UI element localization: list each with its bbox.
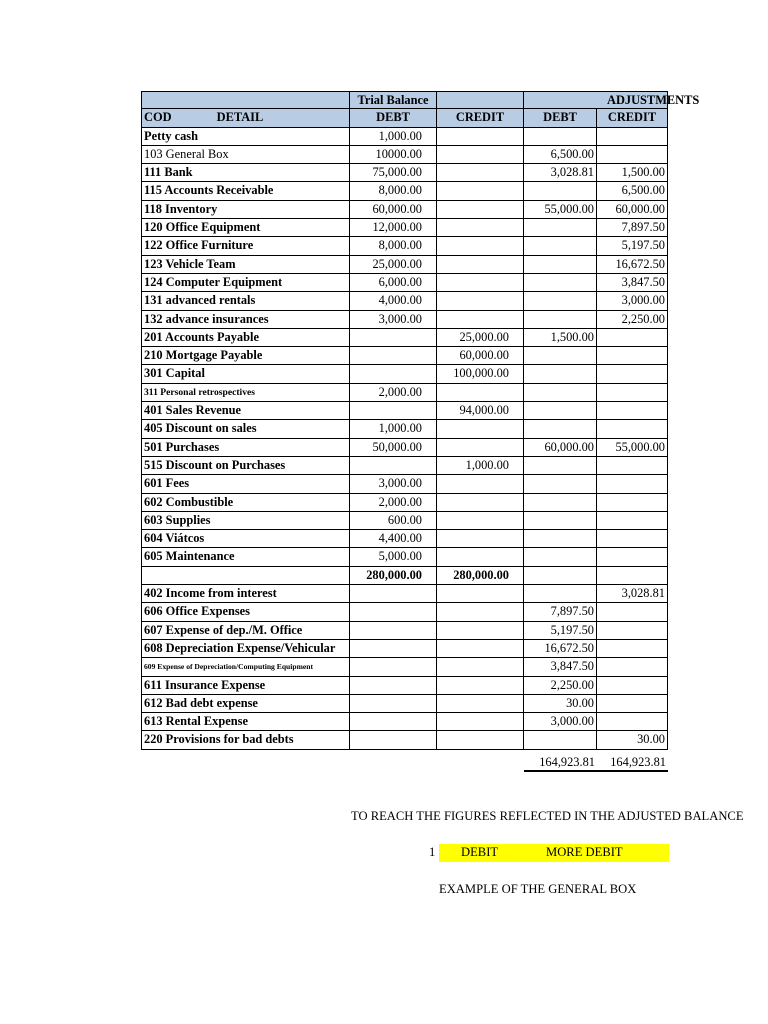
tb-credit-value <box>437 530 524 548</box>
account-detail: 604 Viátcos <box>141 530 350 548</box>
tb-credit-value: 25,000.00 <box>437 329 524 347</box>
adj-credit-value <box>597 622 668 640</box>
tb-debt-value: 8,000.00 <box>350 237 437 255</box>
column-header-detail: DETAIL <box>216 110 264 125</box>
account-detail <box>141 567 350 585</box>
adj-debt-value <box>524 530 597 548</box>
tb-debt-value <box>350 677 437 695</box>
adj-debt-value: 7,897.50 <box>524 603 597 621</box>
tb-credit-value <box>437 494 524 512</box>
adj-credit-value: 3,847.50 <box>597 274 668 292</box>
tb-debt-value: 4,000.00 <box>350 292 437 310</box>
adj-debt-value: 5,197.50 <box>524 622 597 640</box>
account-detail: 201 Accounts Payable <box>141 329 350 347</box>
adj-credit-value <box>597 530 668 548</box>
tb-debt-value: 6,000.00 <box>350 274 437 292</box>
account-detail: 210 Mortgage Payable <box>141 347 350 365</box>
account-detail: 401 Sales Revenue <box>141 402 350 420</box>
tb-credit-value <box>437 475 524 493</box>
adj-credit-value <box>597 494 668 512</box>
account-detail: 515 Discount on Purchases <box>141 457 350 475</box>
adj-debt-value: 16,672.50 <box>524 640 597 658</box>
tb-credit-value <box>437 548 524 566</box>
adj-credit-value <box>597 658 668 676</box>
adj-debt-value <box>524 731 597 749</box>
tb-credit-value: 100,000.00 <box>437 365 524 383</box>
tb-debt-value: 2,000.00 <box>350 384 437 402</box>
tb-credit-value <box>437 713 524 731</box>
adj-credit-value <box>597 329 668 347</box>
tb-debt-value <box>350 695 437 713</box>
adj-credit-value: 6,500.00 <box>597 182 668 200</box>
tb-debt-value: 600.00 <box>350 512 437 530</box>
tb-credit-value <box>437 219 524 237</box>
adj-debt-value <box>524 292 597 310</box>
adj-credit-value: 16,672.50 <box>597 256 668 274</box>
adj-credit-value <box>597 677 668 695</box>
adj-credit-value <box>597 384 668 402</box>
tb-credit-value <box>437 311 524 329</box>
tb-credit-value <box>437 274 524 292</box>
adj-credit-value: 60,000.00 <box>597 201 668 219</box>
account-detail: 607 Expense of dep./M. Office <box>141 622 350 640</box>
tb-credit-value <box>437 695 524 713</box>
adj-credit-value <box>597 146 668 164</box>
instruction-text: TO REACH THE FIGURES REFLECTED IN THE ADJUSTED BALANCE <box>351 809 744 823</box>
account-detail: 501 Purchases <box>141 439 350 457</box>
tb-debt-value: 75,000.00 <box>350 164 437 182</box>
adj-debt-value: 3,028.81 <box>524 164 597 182</box>
tb-debt-value <box>350 622 437 640</box>
account-detail: 402 Income from interest <box>141 585 350 603</box>
adj-debt-value <box>524 585 597 603</box>
column-header-cod-detail <box>141 109 350 127</box>
adj-credit-value: 5,197.50 <box>597 237 668 255</box>
more-debit-label: MORE DEBIT <box>546 845 623 859</box>
account-detail: 118 Inventory <box>141 201 350 219</box>
tb-debt-value: 280,000.00 <box>350 567 437 585</box>
account-detail: 605 Maintenance <box>141 548 350 566</box>
tb-credit-value: 280,000.00 <box>437 567 524 585</box>
tb-credit-value: 60,000.00 <box>437 347 524 365</box>
adj-debt-value <box>524 256 597 274</box>
tb-debt-value: 1,000.00 <box>350 420 437 438</box>
adj-debt-value <box>524 402 597 420</box>
tb-credit-value <box>437 439 524 457</box>
account-detail: 611 Insurance Expense <box>141 677 350 695</box>
example-text: EXAMPLE OF THE GENERAL BOX <box>439 882 637 896</box>
tb-credit-value <box>437 640 524 658</box>
header-blank-cell <box>524 91 597 109</box>
tb-credit-value <box>437 658 524 676</box>
tb-debt-value <box>350 603 437 621</box>
adj-debt-value: 1,500.00 <box>524 329 597 347</box>
adj-credit-value <box>597 512 668 530</box>
tb-debt-value <box>350 365 437 383</box>
account-detail: 120 Office Equipment <box>141 219 350 237</box>
tb-credit-value: 94,000.00 <box>437 402 524 420</box>
account-detail: 132 advance insurances <box>141 311 350 329</box>
adj-credit-value: 2,250.00 <box>597 311 668 329</box>
adj-debt-value <box>524 219 597 237</box>
tb-credit-value <box>437 677 524 695</box>
tb-credit-value <box>437 420 524 438</box>
adj-debt-value <box>524 420 597 438</box>
account-detail: 603 Supplies <box>141 512 350 530</box>
adj-debt-value: 2,250.00 <box>524 677 597 695</box>
adj-credit-value <box>597 713 668 731</box>
adj-credit-value <box>597 548 668 566</box>
tb-credit-value <box>437 384 524 402</box>
adj-credit-value: 55,000.00 <box>597 439 668 457</box>
adj-debt-value <box>524 384 597 402</box>
account-detail: 123 Vehicle Team <box>141 256 350 274</box>
adj-credit-value <box>597 128 668 146</box>
adjustments-heading-text: ADJUSTMENTS <box>607 93 700 107</box>
tb-debt-value: 5,000.00 <box>350 548 437 566</box>
tb-credit-value <box>437 164 524 182</box>
adj-credit-value <box>597 640 668 658</box>
adj-debt-value <box>524 548 597 566</box>
adj-debt-value <box>524 475 597 493</box>
account-detail: Petty cash <box>141 128 350 146</box>
column-header-tb-debt: DEBT <box>350 109 437 127</box>
adj-credit-value <box>597 567 668 585</box>
account-detail: 612 Bad debt expense <box>141 695 350 713</box>
tb-credit-value <box>437 731 524 749</box>
tb-debt-value: 1,000.00 <box>350 128 437 146</box>
account-detail: 311 Personal retrospectives <box>141 384 350 402</box>
adj-credit-value: 7,897.50 <box>597 219 668 237</box>
account-detail: 606 Office Expenses <box>141 603 350 621</box>
adj-debt-value <box>524 567 597 585</box>
tb-debt-value <box>350 713 437 731</box>
tb-debt-value: 2,000.00 <box>350 494 437 512</box>
tb-credit-value <box>437 237 524 255</box>
column-header-tb-credit: CREDIT <box>437 109 524 127</box>
account-detail: 124 Computer Equipment <box>141 274 350 292</box>
tb-debt-value <box>350 585 437 603</box>
adj-debt-value <box>524 274 597 292</box>
account-detail: 613 Rental Expense <box>141 713 350 731</box>
tb-credit-value <box>437 292 524 310</box>
account-detail: 301 Capital <box>141 365 350 383</box>
account-detail: 601 Fees <box>141 475 350 493</box>
adj-debt-value <box>524 494 597 512</box>
adj-debt-value <box>524 182 597 200</box>
tb-credit-value <box>437 128 524 146</box>
tb-credit-value <box>437 622 524 640</box>
tb-credit-value <box>437 201 524 219</box>
account-detail: 602 Combustible <box>141 494 350 512</box>
account-detail: 103 General Box <box>141 146 350 164</box>
tb-debt-value: 25,000.00 <box>350 256 437 274</box>
adj-credit-value <box>597 420 668 438</box>
adj-debt-value <box>524 237 597 255</box>
adjustment-total-credit: 164,923.81 <box>597 754 668 772</box>
tb-credit-value: 1,000.00 <box>437 457 524 475</box>
adj-debt-value <box>524 457 597 475</box>
trial-balance-table <box>141 91 700 750</box>
adj-debt-value: 55,000.00 <box>524 201 597 219</box>
account-detail: 608 Depreciation Expense/Vehicular <box>141 640 350 658</box>
adj-debt-value <box>524 347 597 365</box>
step-number: 1 <box>429 845 436 859</box>
adj-debt-value: 30.00 <box>524 695 597 713</box>
account-detail: 609 Expense of Depreciation/Computing Equipment <box>141 658 350 676</box>
header-blank-cell <box>437 91 524 109</box>
column-header-adj-credit: CREDIT <box>597 109 668 127</box>
adjustment-totals <box>524 754 668 772</box>
account-detail: 220 Provisions for bad debts <box>141 731 350 749</box>
account-detail: 131 advanced rentals <box>141 292 350 310</box>
tb-debt-value <box>350 457 437 475</box>
tb-debt-value <box>350 731 437 749</box>
adj-credit-value: 30.00 <box>597 731 668 749</box>
account-detail: 115 Accounts Receivable <box>141 182 350 200</box>
adj-credit-value: 3,000.00 <box>597 292 668 310</box>
tb-debt-value <box>350 329 437 347</box>
tb-credit-value <box>437 256 524 274</box>
adj-debt-value: 6,500.00 <box>524 146 597 164</box>
tb-credit-value <box>437 146 524 164</box>
adj-debt-value: 60,000.00 <box>524 439 597 457</box>
adj-credit-value <box>597 457 668 475</box>
tb-debt-value: 10000.00 <box>350 146 437 164</box>
tb-debt-value: 12,000.00 <box>350 219 437 237</box>
tb-debt-value: 3,000.00 <box>350 311 437 329</box>
adjustments-heading <box>597 91 700 109</box>
adj-credit-value <box>597 695 668 713</box>
tb-credit-value <box>437 182 524 200</box>
adj-credit-value: 1,500.00 <box>597 164 668 182</box>
tb-debt-value: 8,000.00 <box>350 182 437 200</box>
debit-label: DEBIT <box>461 845 499 859</box>
adj-credit-value <box>597 475 668 493</box>
tb-debt-value <box>350 347 437 365</box>
tb-debt-value <box>350 640 437 658</box>
tb-debt-value: 60,000.00 <box>350 201 437 219</box>
adj-debt-value <box>524 512 597 530</box>
tb-debt-value: 50,000.00 <box>350 439 437 457</box>
tb-credit-value <box>437 603 524 621</box>
adj-credit-value <box>597 365 668 383</box>
account-detail: 111 Bank <box>141 164 350 182</box>
tb-debt-value <box>350 658 437 676</box>
adj-debt-value <box>524 365 597 383</box>
adj-credit-value <box>597 402 668 420</box>
adj-credit-value <box>597 603 668 621</box>
column-header-adj-debt: DEBT <box>524 109 597 127</box>
header-blank-cell <box>141 91 350 109</box>
adj-debt-value <box>524 311 597 329</box>
tb-debt-value: 3,000.00 <box>350 475 437 493</box>
column-header-cod: COD <box>144 110 172 125</box>
adj-debt-value: 3,000.00 <box>524 713 597 731</box>
account-detail: 122 Office Furniture <box>141 237 350 255</box>
adjustment-total-debt: 164,923.81 <box>524 754 597 772</box>
adj-credit-value: 3,028.81 <box>597 585 668 603</box>
trial-balance-heading: Trial Balance <box>350 91 437 109</box>
adj-debt-value: 3,847.50 <box>524 658 597 676</box>
adj-debt-value <box>524 128 597 146</box>
tb-credit-value <box>437 585 524 603</box>
tb-debt-value: 4,400.00 <box>350 530 437 548</box>
tb-credit-value <box>437 512 524 530</box>
adj-credit-value <box>597 347 668 365</box>
tb-debt-value <box>350 402 437 420</box>
account-detail: 405 Discount on sales <box>141 420 350 438</box>
